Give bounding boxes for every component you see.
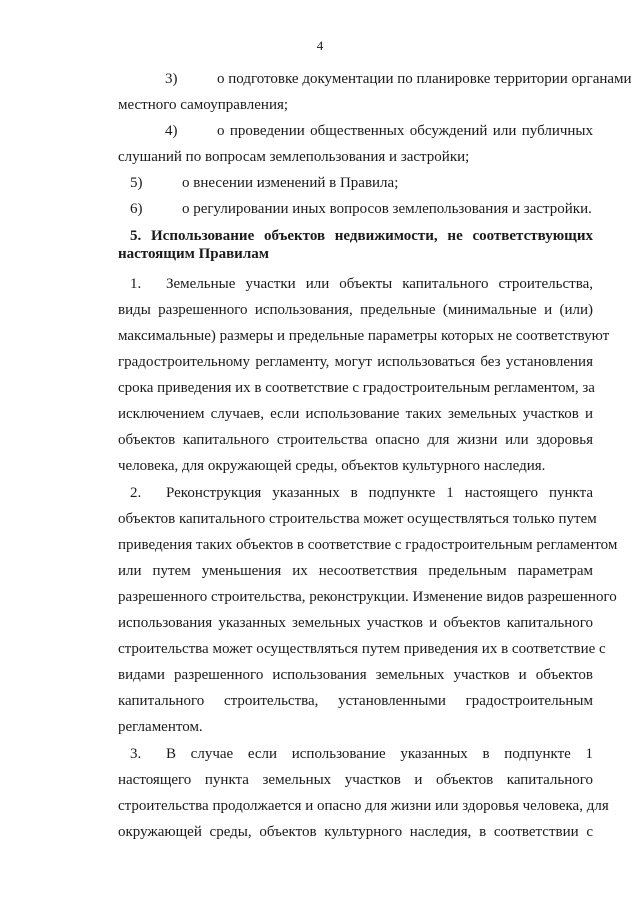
paragraph-2-line-3: приведения таких объектов в соответствие с градостроительным регламентом	[118, 537, 618, 553]
paragraph-1-line-4: градостроительному регламенту, могут использоваться без установления	[118, 354, 593, 370]
paragraph-3-line-3: строительства продолжается и опасно для жизни или здоровья человека, для	[118, 798, 609, 814]
paragraph-1-line-2: виды разрешенного использования, предельные (минимальные и (или)	[118, 302, 593, 318]
list-item-3-line-2: местного самоуправления;	[118, 97, 289, 113]
paragraph-2-line-8: видами разрешенного использования земельных участков и объектов	[118, 667, 593, 683]
paragraph-2-line-2: объектов капитального строительства может осуществляться только путем	[118, 511, 597, 527]
paragraph-3-line-2: настоящего пункта земельных участков и объектов капитального	[118, 772, 593, 788]
list-item-6-number: 6)	[130, 201, 143, 217]
paragraph-1-line-7: объектов капитального строительства опасно для жизни или здоровья	[118, 432, 593, 448]
paragraph-1-number: 1.	[130, 276, 142, 292]
paragraph-2-line-5: разрешенного строительства, реконструкции. Изменение видов разрешенного	[118, 589, 617, 605]
list-item-4-line-2: слушаний по вопросам землепользования и застройки;	[118, 149, 470, 165]
paragraph-2-line-10: регламентом.	[118, 719, 203, 735]
paragraph-2-line-4: или путем уменьшения их несоответствия предельным параметрам	[118, 563, 593, 579]
paragraph-1-line-5: срока приведения их в соответствие с градостроительным регламентом, за	[118, 380, 595, 396]
paragraph-1-line-6: исключением случаев, если использование таких земельных участков и	[118, 406, 593, 422]
list-item-5-number: 5)	[130, 175, 143, 191]
list-item-3-number: 3)	[165, 71, 178, 87]
list-item-3-line-1: 3) о подготовке документации по планировке территории органами	[165, 71, 632, 87]
list-item-4-line-1: 4) о проведении общественных обсуждений или публичных	[165, 123, 593, 139]
paragraph-2-number: 2.	[130, 485, 142, 501]
section-heading-line-2: настоящим Правилам	[118, 246, 269, 262]
paragraph-3-line-4: окружающей среды, объектов культурного наследия, в соответствии с	[118, 824, 593, 840]
paragraph-1-line-1: 1. Земельные участки или объекты капитального строительства,	[130, 276, 593, 292]
paragraph-2-line-1: 2. Реконструкция указанных в подпункте 1 настоящего пункта	[130, 485, 593, 501]
section-heading-line-1: 5. Использование объектов недвижимости, не соответствующих	[130, 228, 593, 244]
paragraph-2-line-6: использования указанных земельных участков и объектов капитального	[118, 615, 593, 631]
paragraph-3-line-1: 3. В случае если использование указанных в подпункте 1	[130, 746, 593, 762]
paragraph-3-number: 3.	[130, 746, 142, 762]
list-item-5: 5) о внесении изменений в Правила;	[130, 175, 399, 191]
page-number: 4	[316, 38, 324, 53]
paragraph-2-line-9: капитального строительства, установленными градостроительным	[118, 693, 593, 709]
list-item-6: 6) о регулировании иных вопросов землепользования и застройки.	[130, 201, 592, 217]
paragraph-1-line-8: человека, для окружающей среды, объектов культурного наследия.	[118, 458, 546, 474]
paragraph-1-line-3: максимальные) размеры и предельные параметры которых не соответствуют	[118, 328, 610, 344]
paragraph-2-line-7: строительства может осуществляться путем приведения их в соответствие с	[118, 641, 606, 657]
list-item-4-number: 4)	[165, 123, 178, 139]
